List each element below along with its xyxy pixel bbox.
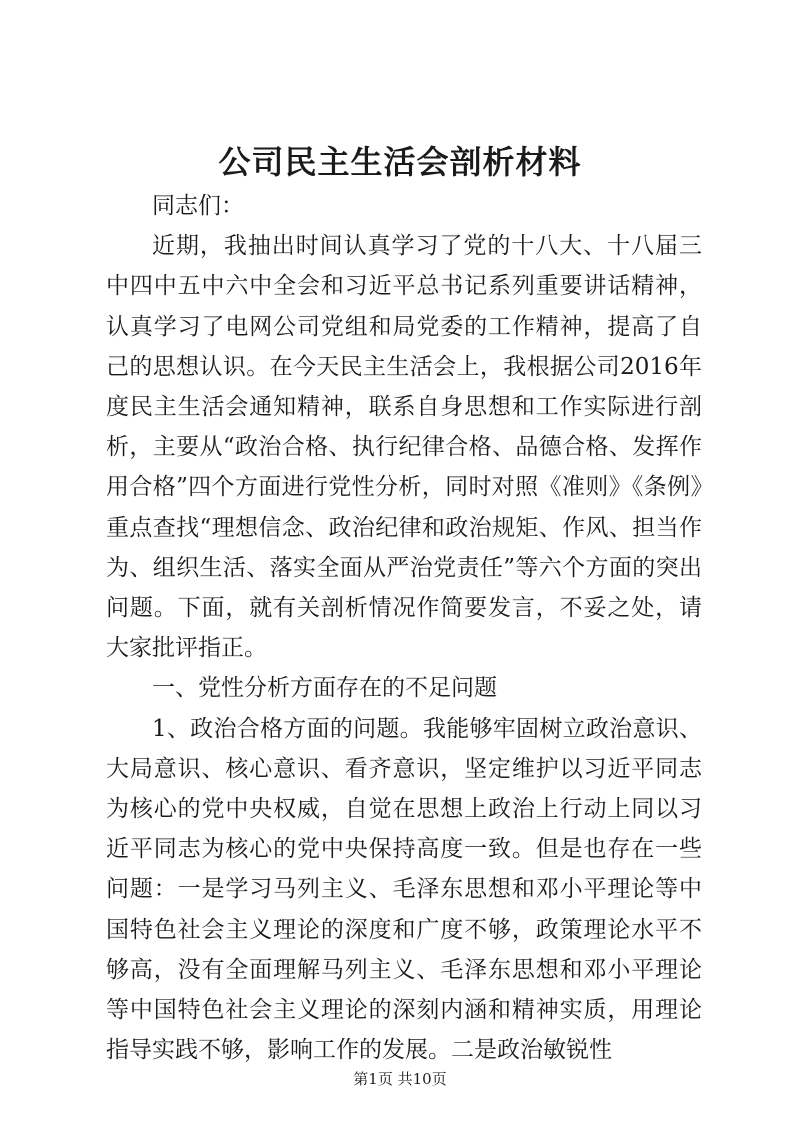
section-heading: 一、党性分析方面存在的不足问题 — [152, 675, 497, 702]
document-title: 公司民主生活会剖析材料 — [218, 143, 582, 181]
body-paragraph: 1、政治合格方面的问题。我能够牢固树立政治意识、大局意识、核心意识、看齐意识，坚定维护以习近平同志为核心的党中央权威，自觉在思想上政治上行动上同以习近平同志为核心的党中央保持高度一致。但是也存在一些问题：一是学习马列主义、毛泽东思想和邓小平理论等中国特色社会主义理论的深度和广度不够，政策理论水平不够高，没有全面理解马列主义、毛泽东思想和邓小平理论等中国特色社会主义理论的深刻内涵和精神实质，用理论指导实践不够，影响工作的发展。二是政治敏锐性 — [106, 715, 702, 1064]
salutation-paragraph: 同志们： — [152, 193, 244, 219]
page-footer: 第1页 共10页 — [353, 1070, 447, 1088]
document-body — [106, 186, 702, 1070]
intro-paragraph: 近期，我抽出时间认真学习了党的十八大、十八届三中四中五中六中全会和习近平总书记系列重要讲话精神，认真学习了电网公司党组和局党委的工作精神，提高了自己的思想认识。在今天民主生活会上，我根据公司2016年度民主生活会通知精神，联系自身思想和工作实际进行剖析，主要从“政治合格、执行纪律合格、品德合格、发挥作用合格”四个方面进行党性分析，同时对照《准则》《条例》重点查找“理想信念、政治纪律和政治规矩、作风、担当作为、组织生活、落实全面从严治党责任”等六个方面的突出问题。下面，就有关剖析情况作简要发言，不妥之处，请大家批评指正。 — [106, 233, 702, 662]
